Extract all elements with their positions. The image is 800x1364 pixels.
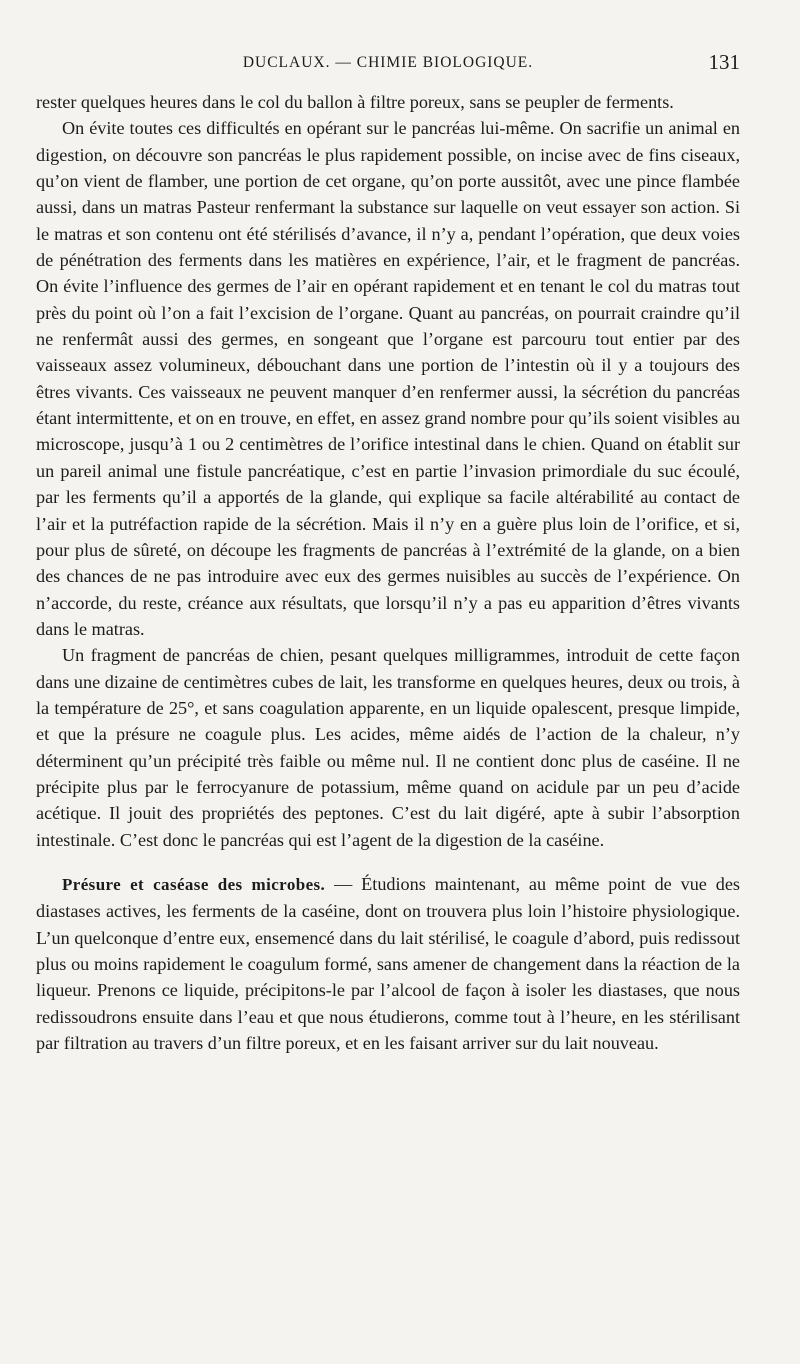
page-header — [36, 50, 740, 78]
running-head: DUCLAUX. — CHIMIE BIOLOGIQUE. — [242, 54, 534, 71]
section-text: — Étudions maintenant, au même point de vue des diastases actives, les ferments de la caséine, dont on trouvera plus loin l’histoire physiologique. L’un quelconque d’entre eux, ensemencé dans du lait stérilisé, le coagule d’abord, puis redissout plus ou moins rapidement le coagulum formé, sans amener de changement dans la réaction de la liqueur. Prenons ce liquide, précipitons-le par l’alcool de façon à isoler les diastases, que nous redissoudrons ensuite dans l’eau et que nous étudierons, comme tout à l’heure, en les stérilisant par filtration au travers d’un filtre poreux, et en les faisant arriver sur du lait nouveau. — [36, 873, 741, 1054]
page-number: 131 — [708, 50, 740, 74]
paragraph-pancreas-method: On évite toutes ces difficultés en opérant sur le pancréas lui-même. On sacrifie un animal en digestion, on découvre son pancréas le plus rapidement possible, on incise avec de fins ciseaux, qu’on vient de flamber, une portion de cet organe, qu’on porte aussitôt, avec une pince flambée aussi, dans un matras Pasteur renfermant la substance sur laquelle on veut essayer son action. Si le matras et son contenu ont été stérilisés d’avance, il n’y a, pendant l’opération, que deux voies de pénétration des ferments dans les matières en expérience, l’air, et le fragment de pancréas. On évite l’influence des germes de l’air en opérant rapidement et en tenant le col du matras tout près du point où l’on a fait l’excision de l’organe. Quant au pancréas, on pourrait craindre qu’il ne renfermât aussi des germes, en songeant que l’organe est parcouru tout entier par des vaisseaux assez volumineux, débouchant dans une portion de l’intestin où il y a toujours des êtres vivants. Ces vaisseaux ne peuvent manquer d’en renfermer aussi, la sécrétion du pancréas étant intermittente, et on en trouve, en effet, en assez grand nombre pour qu’ils soient visibles au microscope, jusqu’à 1 ou 2 centimètres de l’orifice intestinal dans le chien. Quand on établit sur un pareil animal une fistule pancréatique, c’est en partie l’invasion primordiale du suc écoulé, par les ferments qu’il a apportés de la glande, qui explique sa facile altérabilité au contact de l’air et la putréfaction rapide de la sécrétion. Mais il n’y en a guère plus loin de l’orifice, et si, pour plus de sûreté, on découpe les fragments de pancréas à l’extrémité de la glande, on a bien des chances de ne pas introduire avec eux des germes nuisibles au succès de l’expérience. On n’accorde, du reste, créance aux résultats, que lorsqu’il n’y a pas eu apparition d’êtres vivants dans le matras. — [36, 118, 740, 639]
section-paragraph — [36, 871, 740, 1056]
paragraph-milk-digestion: Un fragment de pancréas de chien, pesant quelques milligrammes, introduit de cette façon dans une dizaine de centimètres cubes de lait, les transforme en quelques heures, deux ou trois, à la température de 25°, et sans coagulation apparente, en un liquide opalescent, presque limpide, et que la présure ne coagule plus. Les acides, même aidés de l’action de la chaleur, n’y déterminent qu’un précipité très faible ou même nul. Il ne contient donc plus de caséine. Il ne précipite plus par le ferrocyanure de potassium, même quand on acidule par un peu d’acide acétique. Il jouit des propriétés des peptones. C’est du lait digéré, apte à subir l’absorption intestinale. C’est donc le pancréas qui est l’agent de la digestion de la caséine. — [36, 645, 740, 850]
section-title: Présure et caséase des microbes. — [62, 874, 326, 894]
paragraph-continuation: rester quelques heures dans le col du ballon à filtre poreux, sans se peupler de ferments. — [36, 92, 674, 112]
body-text — [36, 89, 740, 1056]
